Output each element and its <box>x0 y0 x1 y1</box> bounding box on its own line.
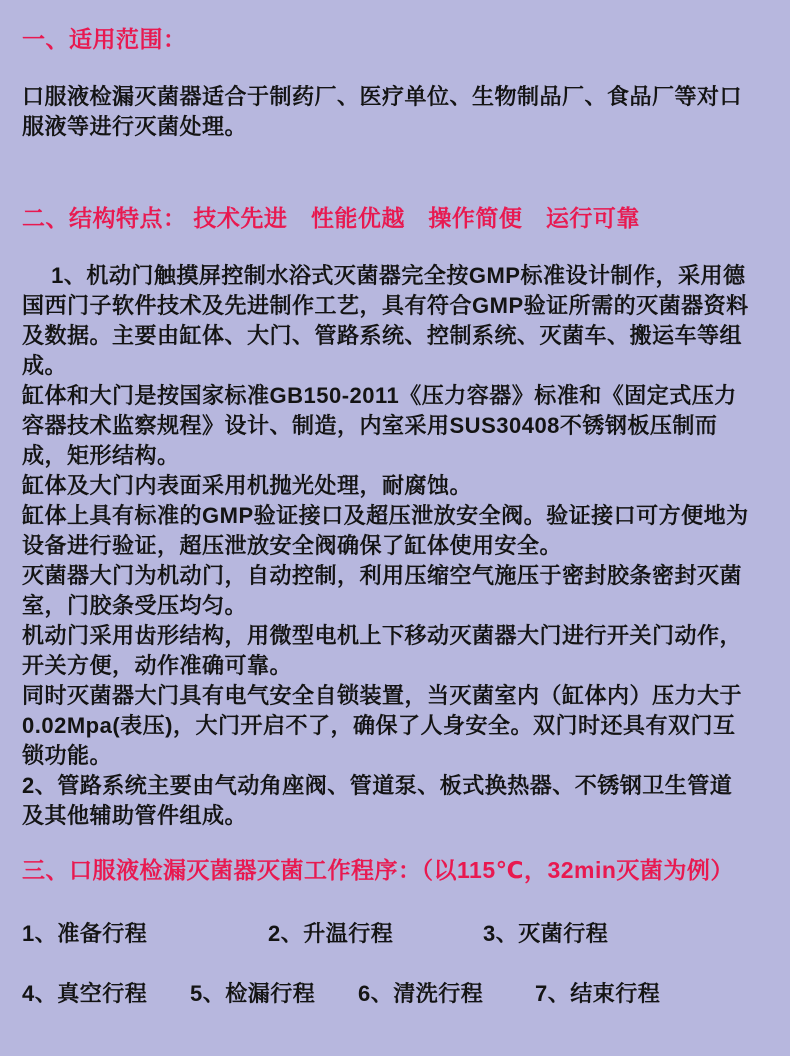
text-line: 锁功能。 <box>22 743 113 768</box>
section-body-scope <box>22 82 790 142</box>
procedure-step: 7、结束行程 <box>535 981 661 1006</box>
text-line: 1、机动门触摸屏控制水浴式灭菌器完全按GMP标准设计制作，采用德 <box>22 263 746 288</box>
section-body-features <box>22 261 790 831</box>
text-line: 灭菌器大门为机动门，自动控制，利用压缩空气施压于密封胶条密封灭菌 <box>22 563 743 588</box>
text-line: 口服液检漏灭菌器适合于制药厂、医疗单位、生物制品厂、食品厂等对口 <box>22 84 743 109</box>
text-line: 容器技术监察规程》设计、制造，内室采用SUS30408不锈钢板压制而 <box>22 413 718 438</box>
text-line: 成，矩形结构。 <box>22 443 180 468</box>
section-heading-features: 二、结构特点： 技术先进 性能优越 操作简便 运行可靠 <box>22 205 640 231</box>
text-line: 成。 <box>22 353 68 378</box>
text-line: 0.02Mpa(表压)，大门开启不了，确保了人身安全。双门时还具有双门互 <box>22 713 736 738</box>
text-line: 缸体及大门内表面采用机抛光处理，耐腐蚀。 <box>22 473 473 498</box>
procedure-steps-row-2 <box>0 979 790 1009</box>
procedure-steps-row-1 <box>0 919 790 949</box>
procedure-step: 3、灭菌行程 <box>483 921 609 946</box>
text-line: 缸体上具有标准的GMP验证接口及超压泄放安全阀。验证接口可方便地为 <box>22 503 749 528</box>
text-line: 同时灭菌器大门具有电气安全自锁装置，当灭菌室内（缸体内）压力大于 <box>22 683 743 708</box>
text-line: 设备进行验证，超压泄放安全阀确保了缸体使用安全。 <box>22 533 563 558</box>
text-line: 及其他辅助管件组成。 <box>22 803 248 828</box>
text-line: 及数据。主要由缸体、大门、管路系统、控制系统、灭菌车、搬运车等组 <box>22 323 743 348</box>
procedure-step: 1、准备行程 <box>22 921 148 946</box>
text-line: 国西门子软件技术及先进制作工艺，具有符合GMP验证所需的灭菌器资料 <box>22 293 749 318</box>
section-heading-procedure: 三、口服液检漏灭菌器灭菌工作程序：（以115℃，32min灭菌为例） <box>22 857 734 883</box>
text-line: 室，门胶条受压均匀。 <box>22 593 248 618</box>
text-line: 缸体和大门是按国家标准GB150-2011《压力容器》标准和《固定式压力 <box>22 383 737 408</box>
procedure-step: 2、升温行程 <box>268 921 394 946</box>
text-line: 服液等进行灭菌处理。 <box>22 114 248 139</box>
procedure-step: 6、清洗行程 <box>358 981 484 1006</box>
text-line: 2、管路系统主要由气动角座阀、管道泵、板式换热器、不锈钢卫生管道 <box>22 773 733 798</box>
text-line: 机动门采用齿形结构，用微型电机上下移动灭菌器大门进行开关门动作， <box>22 623 743 648</box>
section-heading-scope: 一、适用范围： <box>22 26 187 52</box>
procedure-step: 5、检漏行程 <box>190 981 316 1006</box>
text-line: 开关方便，动作准确可靠。 <box>22 653 293 678</box>
procedure-step: 4、真空行程 <box>22 981 148 1006</box>
